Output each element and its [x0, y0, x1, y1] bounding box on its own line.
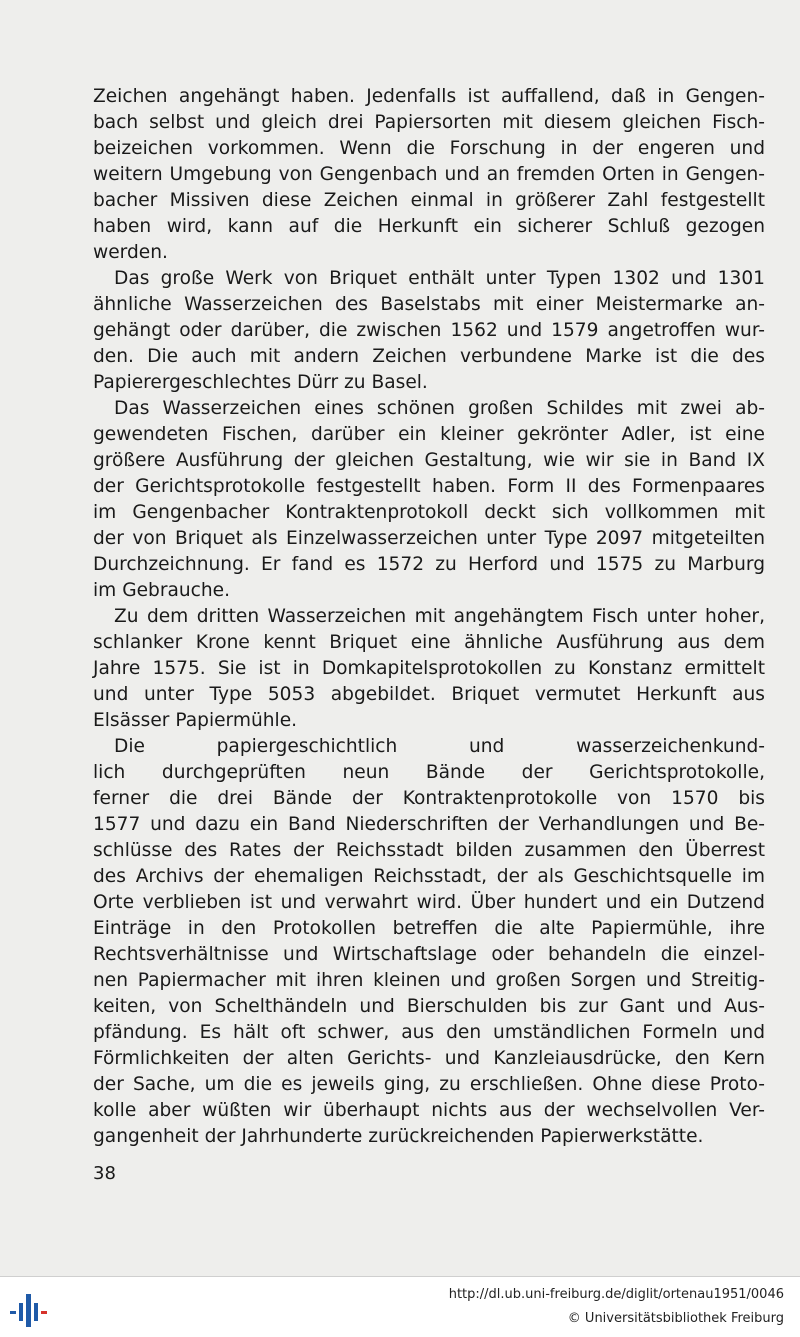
text-line: Zeichen angehängt haben. Jedenfalls ist auffallend, daß in Gengen- [93, 86, 765, 107]
text-line: der Sache, um die es jeweils ging, zu erschließen. Ohne diese Proto- [93, 1074, 765, 1095]
text-line: schlüsse des Rates der Reichsstadt bilden zusammen den Überrest [93, 840, 765, 861]
text-line: gangenheit der Jahrhunderte zurückreichenden Papierwerkstätte. [93, 1126, 704, 1147]
text-line: im Gengenbacher Kontraktenprotokoll deckt sich vollkommen mit [93, 502, 765, 523]
text-line: der von Briquet als Einzelwasserzeichen unter Type 2097 mitgeteilten [93, 528, 765, 549]
text-line: bacher Missiven diese Zeichen einmal in größerer Zahl festgestellt [93, 190, 765, 211]
text-line: lich durchgeprüften neun Bände der Gerichtsprotokolle, [93, 762, 765, 783]
text-line: Elsässer Papiermühle. [93, 710, 298, 731]
text-line: 1577 und dazu ein Band Niederschriften der Verhandlungen und Be- [93, 814, 765, 835]
text-line: kolle aber wüßten wir überhaupt nichts aus der wechselvollen Ver- [93, 1100, 765, 1121]
text-line: im Gebrauche. [93, 580, 231, 601]
text-line: Jahre 1575. Sie ist in Domkapitelsprotokollen zu Konstanz ermittelt [93, 658, 765, 679]
text-line: Einträge in den Protokollen betreffen die alte Papiermühle, ihre [93, 918, 765, 939]
text-line: nen Papiermacher mit ihren kleinen und großen Sorgen und Streitig- [93, 970, 765, 991]
text-line: und unter Type 5053 abgebildet. Briquet vermutet Herkunft aus [93, 684, 765, 705]
text-line: ähnliche Wasserzeichen des Baselstabs mit einer Meistermarke an- [93, 294, 765, 315]
ub-freiburg-logo-icon[interactable] [10, 1291, 50, 1329]
text-line: gewendeten Fischen, darüber ein kleiner gekrönter Adler, ist eine [93, 424, 765, 445]
text-line: den. Die auch mit andern Zeichen verbundene Marke ist die des [93, 346, 765, 367]
text-line: pfändung. Es hält oft schwer, aus den umständlichen Formeln und [93, 1022, 765, 1043]
text-line: Papierergeschlechtes Dürr zu Basel. [93, 372, 428, 393]
copyright-notice: © Universitätsbibliothek Freiburg [567, 1311, 784, 1326]
text-line: Orte verblieben ist und verwahrt wird. Über hundert und ein Dutzend [93, 892, 765, 913]
text-line: haben wird, kann auf die Herkunft ein sicherer Schluß gezogen [93, 216, 765, 237]
viewer-footer [0, 1276, 800, 1337]
text-line: Zu dem dritten Wasserzeichen mit angehängtem Fisch unter hoher, [114, 606, 765, 627]
text-line: weitern Umgebung von Gengenbach und an fremden Orten in Gengen- [93, 164, 765, 185]
text-line: Durchzeichnung. Er fand es 1572 zu Herford und 1575 zu Marburg [93, 554, 765, 575]
text-line: des Archivs der ehemaligen Reichsstadt, der als Geschichtsquelle im [93, 866, 765, 887]
text-line: größere Ausführung der gleichen Gestaltung, wie wir sie in Band IX [93, 450, 765, 471]
text-line: Förmlichkeiten der alten Gerichts- und Kanzleiausdrücke, den Kern [93, 1048, 765, 1069]
text-line: Das Wasserzeichen eines schönen großen Schildes mit zwei ab- [114, 398, 765, 419]
body-text [93, 84, 765, 1150]
page-number: 38 [93, 1163, 116, 1184]
text-line: Rechtsverhältnisse und Wirtschaftslage oder behandeln die einzel- [93, 944, 765, 965]
text-line: ferner die drei Bände der Kontraktenprotokolle von 1570 bis [93, 788, 765, 809]
text-line: gehängt oder darüber, die zwischen 1562 und 1579 angetroffen wur- [93, 320, 765, 341]
text-line: der Gerichtsprotokolle festgestellt haben. Form II des Formenpaares [93, 476, 765, 497]
text-line: bach selbst und gleich drei Papiersorten mit diesem gleichen Fisch- [93, 112, 765, 133]
permalink-url[interactable]: http://dl.ub.uni-freiburg.de/diglit/ortenau1951/0046 [448, 1287, 784, 1302]
text-line: schlanker Krone kennt Briquet eine ähnliche Ausführung aus dem [93, 632, 765, 653]
text-line: Das große Werk von Briquet enthält unter Typen 1302 und 1301 [114, 268, 765, 289]
text-line: keiten, von Schelthändeln und Bierschulden bis zur Gant und Aus- [93, 996, 765, 1017]
text-line: Die papiergeschichtlich und wasserzeichenkund- [114, 736, 765, 757]
text-line: beizeichen vorkommen. Wenn die Forschung in der engeren und [93, 138, 765, 159]
text-line: werden. [93, 242, 168, 263]
